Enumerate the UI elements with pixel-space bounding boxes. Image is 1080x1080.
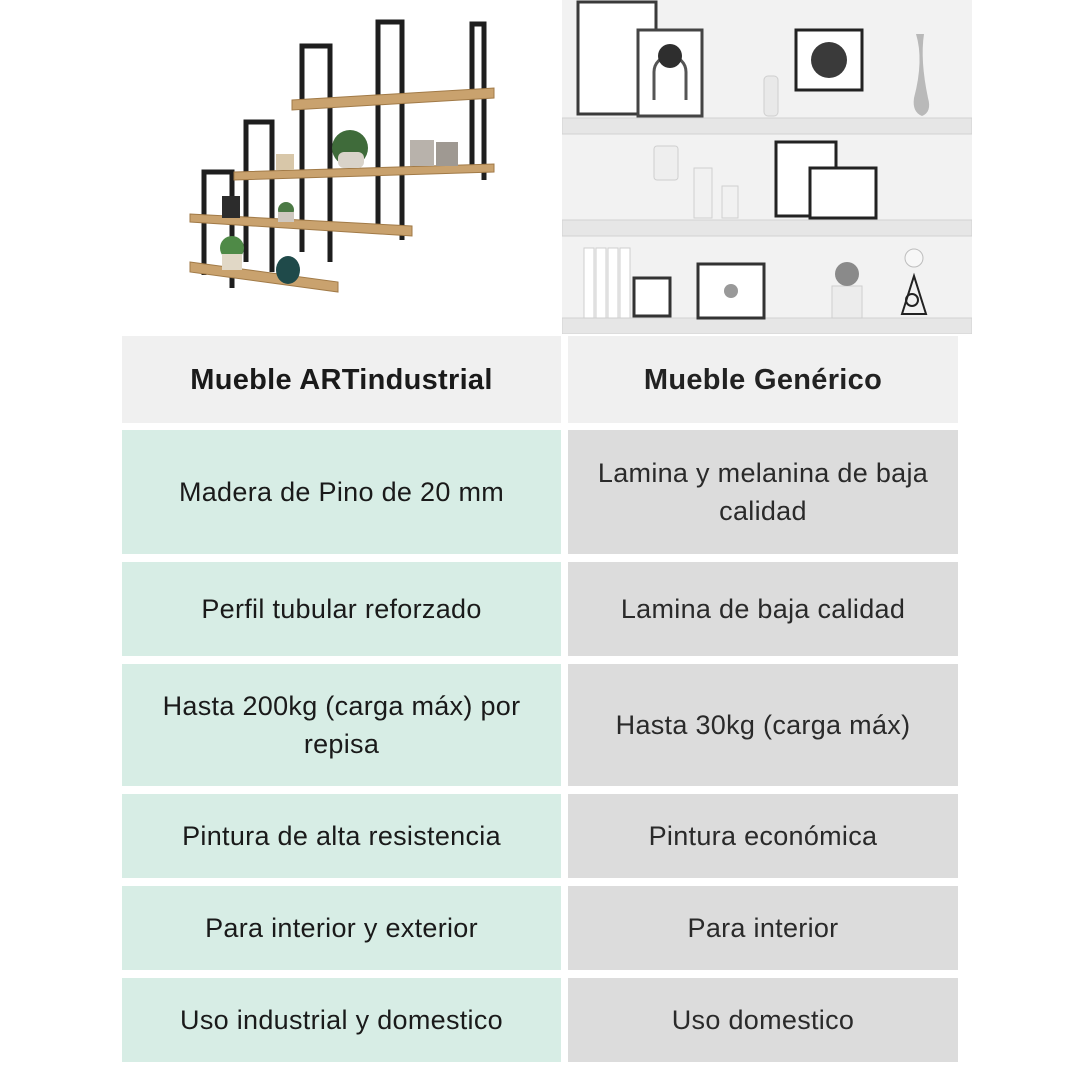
generic-cell: Uso domestico xyxy=(568,978,958,1062)
generic-cell: Lamina de baja calidad xyxy=(568,562,958,656)
artindustrial-cell: Pintura de alta resistencia xyxy=(122,794,561,878)
artindustrial-cell: Perfil tubular reforzado xyxy=(122,562,561,656)
table-row xyxy=(122,562,958,656)
generic-cell: Hasta 30kg (carga máx) xyxy=(568,664,958,786)
generic-cell: Lamina y melanina de baja calidad xyxy=(568,430,958,554)
table-row xyxy=(122,794,958,878)
table-header-row xyxy=(122,336,958,423)
table-row xyxy=(122,978,958,1062)
artindustrial-cell: Para interior y exterior xyxy=(122,886,561,970)
generic-cell: Pintura económica xyxy=(568,794,958,878)
generic-shelf-image xyxy=(562,0,972,334)
table-row xyxy=(122,430,958,554)
artindustrial-cell: Hasta 200kg (carga máx) por repisa xyxy=(122,664,561,786)
artindustrial-cell: Madera de Pino de 20 mm xyxy=(122,430,561,554)
artindustrial-shelf-image xyxy=(122,0,562,334)
header-generic: Mueble Genérico xyxy=(568,336,958,423)
table-row xyxy=(122,886,958,970)
generic-cell: Para interior xyxy=(568,886,958,970)
artindustrial-cell: Uso industrial y domestico xyxy=(122,978,561,1062)
header-artindustrial: Mueble ARTindustrial xyxy=(122,336,561,423)
table-row xyxy=(122,664,958,786)
